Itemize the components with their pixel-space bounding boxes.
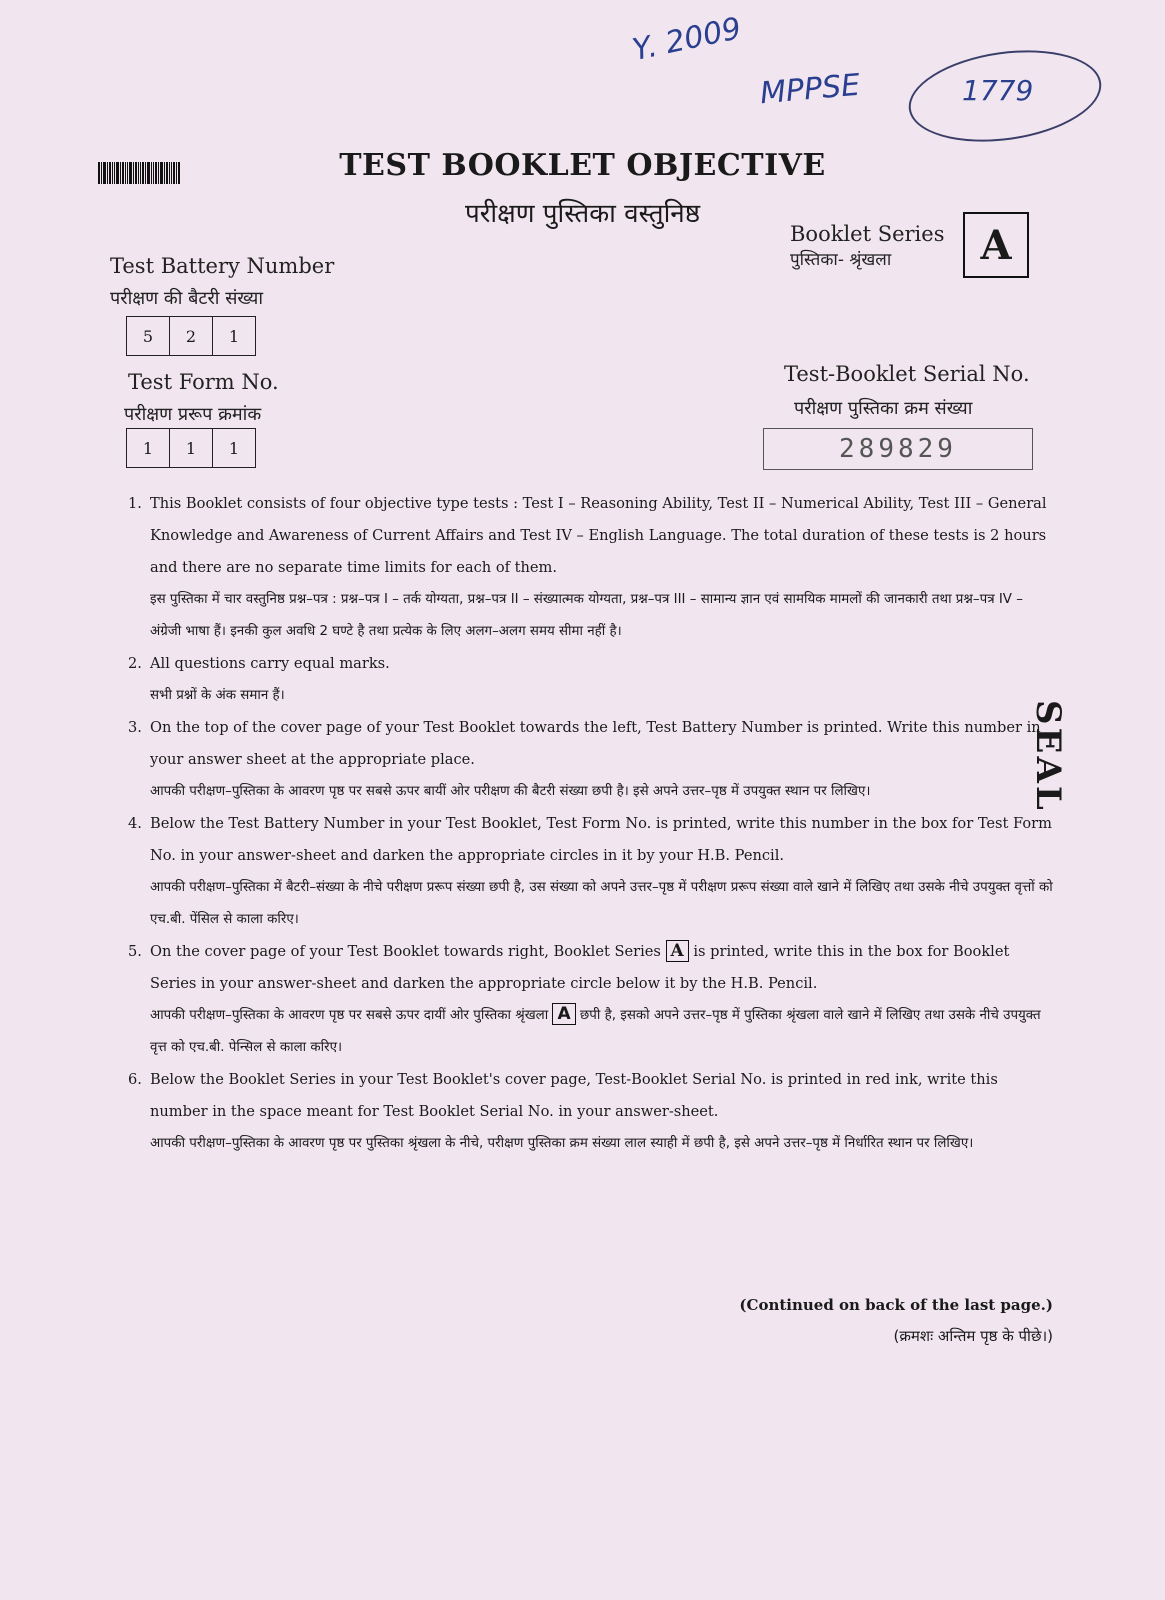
instruction-number: 5. — [128, 943, 142, 960]
instruction-item — [128, 808, 1058, 936]
test-battery-digit: 1 — [228, 326, 240, 346]
instruction-text-en: All questions carry equal marks. — [150, 655, 390, 672]
continued-note: (Continued on back of the last page.) — [739, 1296, 1053, 1314]
instruction-text-part: is printed, write this in the box for Booklet Series in your answer-sheet and darken the appropriate circle below it by the H.B. Pencil. — [150, 943, 1010, 992]
test-battery-digit: 5 — [127, 317, 170, 355]
inline-series-box: A — [552, 1003, 575, 1025]
test-form-digit: 1 — [228, 438, 240, 458]
test-form-digit: 1 — [170, 429, 213, 467]
serial-label-hindi: परीक्षण पुस्तिका क्रम संख्या — [794, 398, 973, 419]
continued-note-hindi: (क्रमशः अन्तिम पृष्ठ के पीछे।) — [893, 1327, 1053, 1345]
instruction-text-hi: आपकी परीक्षण–पुस्तिका में बैटरी–संख्या के नीचे परीक्षण प्ररूप संख्या छपी है, उस संख्या को अपने उत्तर–पृष्ठ में परीक्षण प्ररूप संख्या वाले खाने में लिखिए तथा उसके नीचे उपयुक्त वृत्तों को एच.बी. पेंसिल से काला करिए। — [150, 880, 1053, 927]
instruction-text-en: Below the Test Battery Number in your Test Booklet, Test Form No. is printed, write this number in the box for Test Form No. in your answer-sheet and darken the appropriate circles in it by your H.B. Pencil. — [150, 815, 1052, 864]
instruction-text-en: Below the Booklet Series in your Test Booklet's cover page, Test-Booklet Serial No. is printed in red ink, write this number in the space meant for Test Booklet Serial No. in your answer-sheet. — [150, 1071, 998, 1120]
handwritten-number: 1779 — [962, 74, 1034, 107]
seal-text: SEAL — [1028, 700, 1068, 813]
instructions-list — [128, 488, 1058, 1160]
instruction-text-hi — [150, 1000, 1058, 1064]
serial-label: Test-Booklet Serial No. — [784, 362, 1030, 386]
test-form-digit: 1 — [127, 429, 170, 467]
instruction-text-hi: आपकी परीक्षण–पुस्तिका के आवरण पृष्ठ पर सबसे ऊपर बायीं ओर परीक्षण की बैटरी संख्या छपी है। इसे अपने उत्तर–पृष्ठ में उपयुक्त स्थान पर लिखिए। — [150, 784, 871, 799]
instruction-text-hi: इस पुस्तिका में चार वस्तुनिष्ठ प्रश्न–पत्र : प्रश्न–पत्र I – तर्क योग्यता, प्रश्न–पत्र II – संख्यात्मक योग्यता, प्रश्न–पत्र III – सामान्य ज्ञान एवं सामयिक मामलों की जानकारी तथा प्रश्न–पत्र IV – अंग्रेजी भाषा हैं। इनकी कुल अवधि 2 घण्टे है तथा प्रत्येक के लिए अलग–अलग समय सीमा नहीं है। — [150, 592, 1023, 639]
inline-series-box: A — [666, 940, 689, 962]
test-battery-boxes — [126, 316, 256, 356]
instruction-item — [128, 936, 1058, 1064]
instruction-item — [128, 712, 1058, 808]
page-title: TEST BOOKLET OBJECTIVE — [339, 148, 826, 183]
test-form-label-hindi: परीक्षण प्ररूप क्रमांक — [124, 404, 262, 425]
booklet-series-label-hindi: पुस्तिका- श्रृंखला — [790, 250, 892, 270]
handwritten-code: MPPSE — [758, 67, 862, 112]
serial-number: 289829 — [763, 428, 1033, 470]
instruction-text-part: On the cover page of your Test Booklet towards right, Booklet Series — [150, 943, 661, 960]
test-battery-label-hindi: परीक्षण की बैटरी संख्या — [110, 288, 263, 309]
instruction-text-en — [150, 936, 1058, 1000]
test-battery-digit: 2 — [170, 317, 213, 355]
instruction-text-part: छपी है, इसको अपने उत्तर–पृष्ठ में पुस्तिका श्रृंखला वाले खाने में लिखिए तथा उसके नीचे उपयुक्त वृत्त को एच.बी. पेन्सिल से काला करिए। — [150, 1008, 1041, 1055]
booklet-series-box: A — [963, 212, 1029, 278]
handwritten-year: Y. 2009 — [629, 10, 745, 69]
test-form-label: Test Form No. — [128, 370, 279, 394]
instruction-number: 3. — [128, 719, 142, 736]
instruction-text-en: This Booklet consists of four objective type tests : Test I – Reasoning Ability, Test II – Numerical Ability, Test III – General Knowledge and Awareness of Current Affairs and Test IV – English Language. The total duration of these tests is 2 hours and there are no separate time limits for each of them. — [150, 495, 1047, 576]
page-title-hindi: परीक्षण पुस्तिका वस्तुनिष्ठ — [464, 199, 701, 229]
instruction-text-part: आपकी परीक्षण–पुस्तिका के आवरण पृष्ठ पर सबसे ऊपर दायीं ओर पुस्तिका श्रृंखला — [150, 1008, 549, 1023]
booklet-series-label: Booklet Series — [790, 222, 945, 246]
instruction-item — [128, 1064, 1058, 1160]
instruction-item — [128, 648, 1058, 712]
instruction-item — [128, 488, 1058, 648]
instruction-number: 4. — [128, 815, 142, 832]
test-form-boxes — [126, 428, 256, 468]
instruction-number: 2. — [128, 655, 142, 672]
instruction-text-hi: सभी प्रश्नों के अंक समान हैं। — [150, 688, 285, 703]
instruction-number: 6. — [128, 1071, 142, 1088]
instruction-text-hi: आपकी परीक्षण–पुस्तिका के आवरण पृष्ठ पर पुस्तिका श्रृंखला के नीचे, परीक्षण पुस्तिका क्रम संख्या लाल स्याही में छपी है, इसे अपने उत्तर–पृष्ठ में निर्धारित स्थान पर लिखिए। — [150, 1136, 974, 1151]
instruction-number: 1. — [128, 495, 142, 512]
instruction-text-en: On the top of the cover page of your Test Booklet towards the left, Test Battery Number is printed. Write this number in your answer sheet at the appropriate place. — [150, 719, 1041, 768]
test-battery-label: Test Battery Number — [110, 254, 335, 278]
